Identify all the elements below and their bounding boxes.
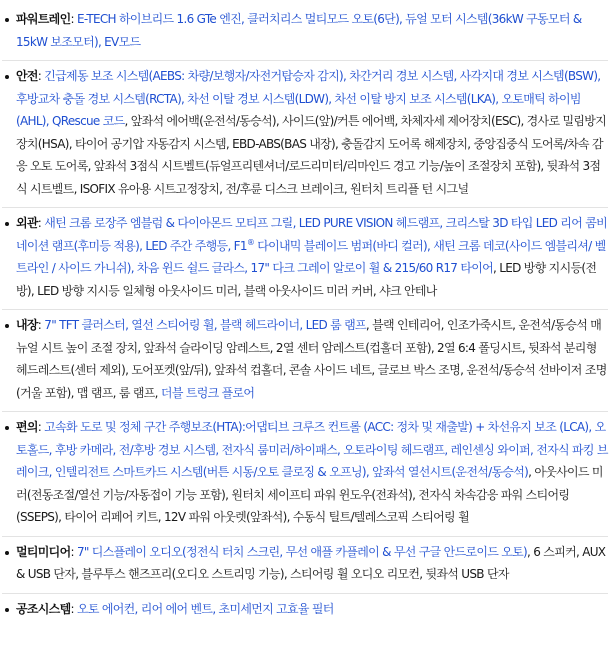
spec-text: : [70, 601, 77, 616]
spec-text: : [37, 318, 45, 332]
spec-text: , 6 스피커, AUX & USB 단자, 블루투스 핸즈프리(오디오 스트리밍 기능), 스티어링 휠 오디오 리모컨, 뒷좌석 USB 단자 [16, 544, 606, 581]
spec-text-highlight: 7" TFT 클러스터, 열선 스티어링 휠, 블랙 헤드라이너, LED 룸 램프 [44, 318, 366, 332]
bullet-icon [5, 608, 9, 612]
spec-text-highlight: 새틴 크롬 로장주 엠블럼 & 다이아몬드 모티프 그릴, LED PURE VISION 헤드램프, 크리스탈 3D 타입 LED 리어 콤비네이션 램프(후미등 적용), LED 주간 주행등, F1 [16, 216, 607, 253]
spec-category: 내장 [16, 318, 38, 332]
spec-text: , 아웃사이드 미러(전동조절/열선 기능/자동접이 기능 포함), 원터치 세이프티 파워 윈도우(전좌석), 전자식 차속감응 파워 스티어링(SSEPS), 타이어 리페어 키트, 12V 파워 아웃렛(앞좌석), 수동식 틸트/텔레스코픽 스티어링 휠 [16, 465, 603, 524]
spec-text: : [70, 12, 77, 26]
spec-category: 안전 [16, 69, 38, 83]
spec-item [2, 8, 608, 61]
spec-text: : [37, 420, 45, 434]
bullet-icon [5, 18, 9, 22]
spec-text-highlight: 오토 에어컨, 리어 에어 벤트, 초미세먼지 고효율 필터 [76, 601, 334, 616]
spec-item [2, 416, 608, 537]
spec-category: 외관 [16, 216, 38, 230]
spec-text-highlight: :어댑티브 크루즈 컨트롤 (ACC: 정차 및 재출발) + 차선유지 보조 (LCA), 오토홀드, 후방 카메라, 전/후방 경보 시스템, 전자식 룸미러/하이패스, 오토라이팅 헤드램프, 레인센싱 와이퍼, 전자식 파킹 브레이크, 인텔리전트 스마트카드 시스템(버튼 시동/오토 클로징 & 오프닝), 앞좌석 열선시트(운전석/동승석) [16, 420, 608, 479]
spec-item [2, 212, 608, 310]
spec-text: : [37, 69, 45, 83]
spec-item [2, 541, 608, 594]
spec-text: , 앞좌석 에어백(운전석/동승석), 사이드(앞)/커튼 에어백, 차체자세 제어장치(ESC), 경사로 밀림방지장치(HSA), 타이어 공기압 자동감지 시스템, EBD-ABS(BAS 내장), 충돌감지 도어록 해제장치, 중앙집중식 도어록/차속 감응 오토 도어록, 앞좌석 3점식 시트벨트(듀얼프리텐셔너/로드리미터/리마인드 경고 기능/높이 조절장치 포함), 뒷좌석 3점식 시트벨트, ISOFIX 유아용 시트고정장치, 전/후륜 디스크 브레이크, 원터치 트리플 턴 시그널 [16, 114, 607, 196]
spec-category: 공조시스템 [16, 601, 71, 616]
spec-text-highlight: 다이내믹 블레이드 범퍼(바디 컬러), 새틴 크롬 데코(사이드 엠블리셔/ 벨트라인 / 사이드 가니쉬), 차음 윈드 쉴드 글라스, 17" 다크 그레이 알로이 휠 & 215/60 R17 타이어 [16, 238, 606, 275]
spec-category: 파워트레인 [16, 12, 71, 26]
bullet-icon [5, 222, 9, 226]
spec-text-highlight: 고속화 도로 및 정체 구간 주행보조(HTA) [44, 420, 242, 434]
spec-item [2, 314, 608, 412]
spec-item [2, 65, 608, 208]
spec-text: : [37, 216, 45, 230]
spec-category: 편의 [16, 420, 38, 434]
bullet-icon [5, 324, 9, 328]
spec-text-highlight: 7" 디스플레이 오디오(정전식 터치 스크린, 무선 애플 카플레이 & 무선 구글 안드로이드 오토) [76, 544, 528, 559]
spec-item [2, 598, 608, 628]
bullet-icon [5, 426, 9, 430]
spec-text-highlight: 더블 트렁크 플로어 [160, 385, 255, 400]
bullet-icon [5, 75, 9, 79]
spec-text: : [70, 544, 77, 559]
spec-text: , 블랙 인테리어, 인조가죽시트, 운전석/동승석 매뉴얼 시트 높이 조절 장치, 앞좌석 슬라이딩 암레스트, 2열 센터 암레스트(컵홀더 포함), 2열 6:4 폴딩시트, 뒷좌석 분리형 헤드레스트(센터 제외), 도어포켓(앞/뒤), 앞좌석 컵홀더, 콘솔 사이드 네트, 글로브 박스 조명, 운전석/동승석 선바이저 조명(거울 포함), 맵 램프, 룸 램프, [16, 318, 607, 400]
spec-text: , LED 방향 지시등(전방), LED 방향 지시등 일체형 아웃사이드 미러, 블랙 아웃사이드 미러 커버, 샤크 안테나 [16, 261, 597, 298]
spec-text-highlight: ® [246, 237, 255, 247]
spec-category: 멀티미디어 [16, 544, 71, 559]
spec-text-highlight: E-TECH 하이브리드 1.6 GTe 엔진, 클러치리스 멀티모드 오토(6단), 듀얼 모터 시스템(36kW 구동모터 & 15kW 보조모터), EV모드 [16, 12, 582, 49]
bullet-icon [5, 551, 9, 555]
spec-text-highlight: 긴급제동 보조 시스템(AEBS: 차량/보행자/자전거탑승자 감지), 차간거리 경보 시스템, 사각지대 경보 시스템(BSW), 후방교차 충돌 경보 시스템(RCTA), 차선 이탈 경보 시스템(LDW), 차선 이탈 방지 보조 시스템(LKA), 오토매틱 하이빔(AHL), QRescue 코드 [16, 69, 601, 128]
